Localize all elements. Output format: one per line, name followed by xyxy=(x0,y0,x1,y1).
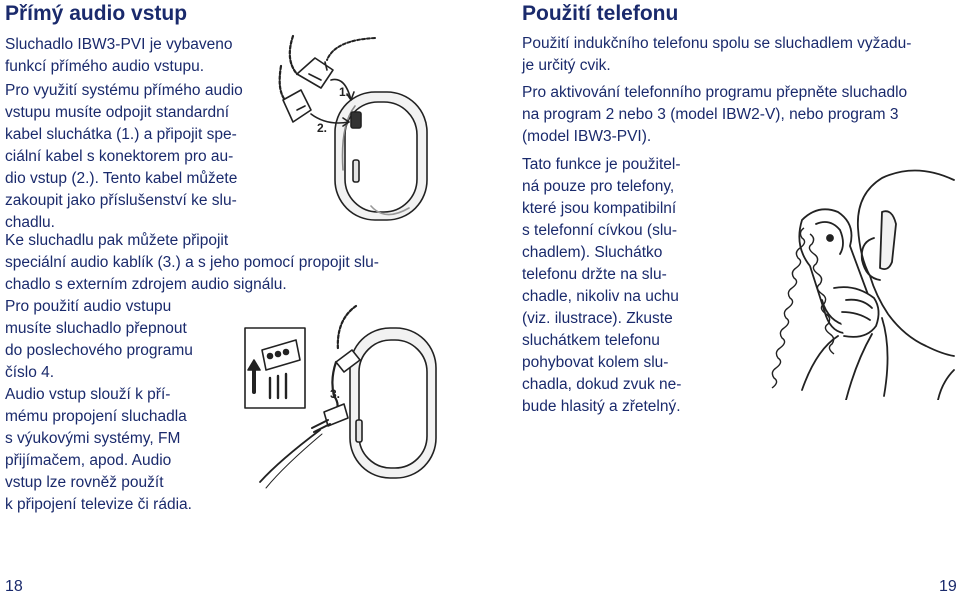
figure-label-2: 2. xyxy=(317,121,328,135)
right-paragraph-1: Použití indukčního telefonu spolu se sluchadlem vyžadu- je určitý cvik. xyxy=(522,35,912,74)
right-page-title: Použití telefonu xyxy=(522,2,679,25)
figure-label-3: 3. xyxy=(330,387,341,401)
audio-cable-connection-illustration xyxy=(240,300,440,500)
right-paragraph-2: Pro aktivování telefonního programu přepněte sluchadlo na program 2 nebo 3 (model IBW2-V), nebo program 3 (model IBW3-PVI). xyxy=(522,84,908,145)
left-paragraph-2: Pro využití systému přímého audio vstupu musíte odpojit standardní kabel sluchátka (1.) a připojit spe- ciální kabel s konektorem pro au- dio vstup (2.). Tento kabel můžete zakoupit jako příslušenství ke slu- chadlu. xyxy=(5,82,243,231)
figure-label-1: 1. xyxy=(339,85,350,99)
left-page-title: Přímý audio vstup xyxy=(5,2,188,25)
left-paragraph-3: Ke sluchadlu pak můžete připojit speciální audio kablík (3.) a s jeho pomocí propojit slu- chadlo s externím zdrojem audio signálu. xyxy=(5,232,379,293)
left-paragraph-4: Pro použití audio vstupu musíte sluchadlo přepnout do poslechového programu číslo 4. xyxy=(5,298,193,381)
right-page-number: 19 xyxy=(939,578,957,595)
right-paragraph-3: Tato funkce je použitel- ná pouze pro telefony, které jsou kompatibilní s telefonní cívkou (slu- chadlem). Sluchátko telefonu držte na slu- chadle, nikoliv na uchu (viz. ilustrace). Zkuste sluchátkem telefonu pohybovat kolem slu- chadla, dokud zvuk ne- bude hlasitý a zřetelný. xyxy=(522,156,682,415)
hearing-aid-cable-swap-illustration xyxy=(275,30,435,230)
phone-usage-illustration xyxy=(706,150,958,400)
left-paragraph-1: Sluchadlo IBW3-PVI je vybaveno funkcí přímého audio vstupu. xyxy=(5,36,233,75)
left-page-number: 18 xyxy=(5,578,23,595)
left-paragraph-5: Audio vstup slouží k pří- mému propojení sluchadla s výukovými systémy, FM přijímačem, apod. Audio vstup lze rovněž použít k připojení televize či rádia. xyxy=(5,386,192,513)
